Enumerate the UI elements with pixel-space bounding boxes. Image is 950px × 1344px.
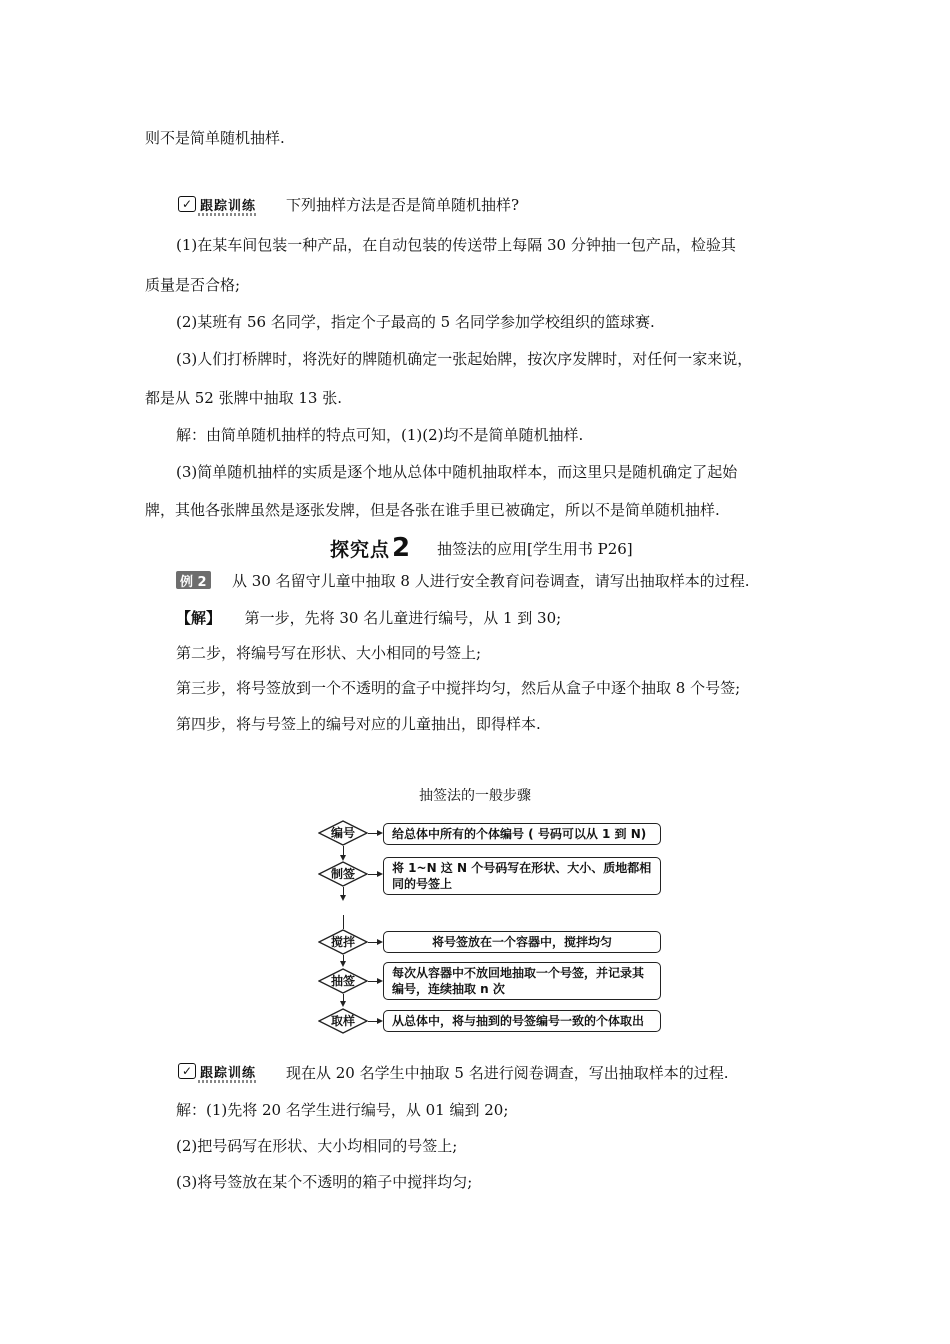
practice-question: 下列抽样方法是否是简单随机抽样?: [286, 196, 520, 214]
body-text-line: 则不是简单随机抽样.: [145, 129, 285, 147]
checkmark-icon: ✓: [178, 196, 196, 212]
practice-item: (1)在某车间包装一种产品，在自动包装的传送带上每隔 30 分钟抽一包产品，检验其: [176, 236, 736, 254]
section-number: 2: [392, 533, 412, 563]
practice-item: (3)人们打桥牌时，将洗好的牌随机确定一张起始牌，按次序发牌时，对任何一家来说，: [176, 350, 753, 368]
arrow-down-icon: [340, 1001, 346, 1007]
answer-line: 解：(1)先将 20 名学生进行编号，从 01 编到 20;: [176, 1101, 509, 1119]
practice-question: 现在从 20 名学生中抽取 5 名进行阅卷调查，写出抽取样本的过程.: [286, 1064, 729, 1082]
solution-label: 【解】: [176, 609, 222, 627]
flow-box: 将 1~N 这 N 个号码写在形状、大小、质地都相同的号签上: [383, 857, 661, 895]
answer-line: 解：由简单随机抽样的特点可知，(1)(2)均不是简单随机抽样.: [176, 426, 584, 444]
answer-line: (3)将号签放在某个不透明的箱子中搅拌均匀;: [176, 1173, 473, 1191]
solution-step: 第二步，将编号写在形状、大小相同的号签上;: [176, 644, 482, 662]
answer-line: 牌，其他各张牌虽然是逐张发牌，但是各张在谁手里已被确定，所以不是简单随机抽样.: [145, 501, 720, 519]
flow-diamond-label: 制签: [330, 867, 355, 881]
solution-line: [176, 608, 561, 628]
practice-badge: [178, 1062, 256, 1080]
solution-step: 第三步，将号签放到一个不透明的盒子中搅拌均匀，然后从盒子中逐个抽取 8 个号签;: [176, 679, 741, 697]
flow-diamond-draw: [318, 968, 368, 994]
practice-item: (2)某班有 56 名同学，指定个子最高的 5 名同学参加学校组织的篮球赛.: [176, 313, 655, 331]
badge-underline: [198, 213, 256, 216]
flowchart-title: 抽签法的一般步骤: [419, 788, 531, 804]
example-question: 从 30 名留守儿童中抽取 8 人进行安全教育问卷调查，请写出抽取样本的过程.: [232, 572, 750, 590]
solution-step: 第四步，将与号签上的编号对应的儿童抽出，即得样本.: [176, 715, 541, 733]
flow-box: 每次从容器中不放回地抽取一个号签，并记录其编号，连续抽取 n 次: [383, 962, 661, 1000]
practice-badge-label: 跟踪训练: [200, 198, 257, 214]
flow-diamond-label: 编号: [330, 826, 355, 840]
flow-diamond-sample: [318, 1008, 368, 1034]
flow-box: 从总体中，将与抽到的号签编号一致的个体取出: [383, 1010, 661, 1032]
flow-diamond-label: 搅拌: [330, 935, 355, 949]
answer-line: (2)把号码写在形状、大小均相同的号签上;: [176, 1137, 458, 1155]
solution-step: 第一步，先将 30 名儿童进行编号，从 1 到 30;: [244, 609, 562, 627]
practice-item: 质量是否合格;: [145, 276, 241, 294]
section-heading: [330, 533, 411, 563]
flow-diamond-sign: [318, 861, 368, 887]
badge-underline: [198, 1080, 256, 1083]
arrow-down-icon: [340, 895, 346, 901]
checkmark-icon: ✓: [178, 1063, 196, 1079]
section-subtitle: 抽签法的应用[学生用书 P26]: [437, 540, 633, 558]
flow-connector: [343, 915, 344, 929]
flow-box: 将号签放在一个容器中，搅拌均匀: [383, 931, 661, 953]
practice-item: 都是从 52 张牌中抽取 13 张.: [145, 389, 343, 407]
flow-diamond-number: [318, 820, 368, 846]
arrow-down-icon: [340, 961, 346, 967]
flow-diamond-stir: [318, 929, 368, 955]
flow-diamond-label: 抽签: [330, 974, 355, 988]
answer-line: (3)简单随机抽样的实质是逐个地从总体中随机抽取样本，而这里只是随机确定了起始: [176, 463, 738, 481]
flow-diamond-label: 取样: [330, 1014, 355, 1028]
practice-badge: [178, 195, 256, 213]
section-title: 探究点: [330, 539, 391, 561]
practice-badge-label: 跟踪训练: [200, 1065, 257, 1081]
example-badge: 例 2: [176, 571, 211, 589]
flow-box: 给总体中所有的个体编号 ( 号码可以从 1 到 N): [383, 823, 661, 845]
